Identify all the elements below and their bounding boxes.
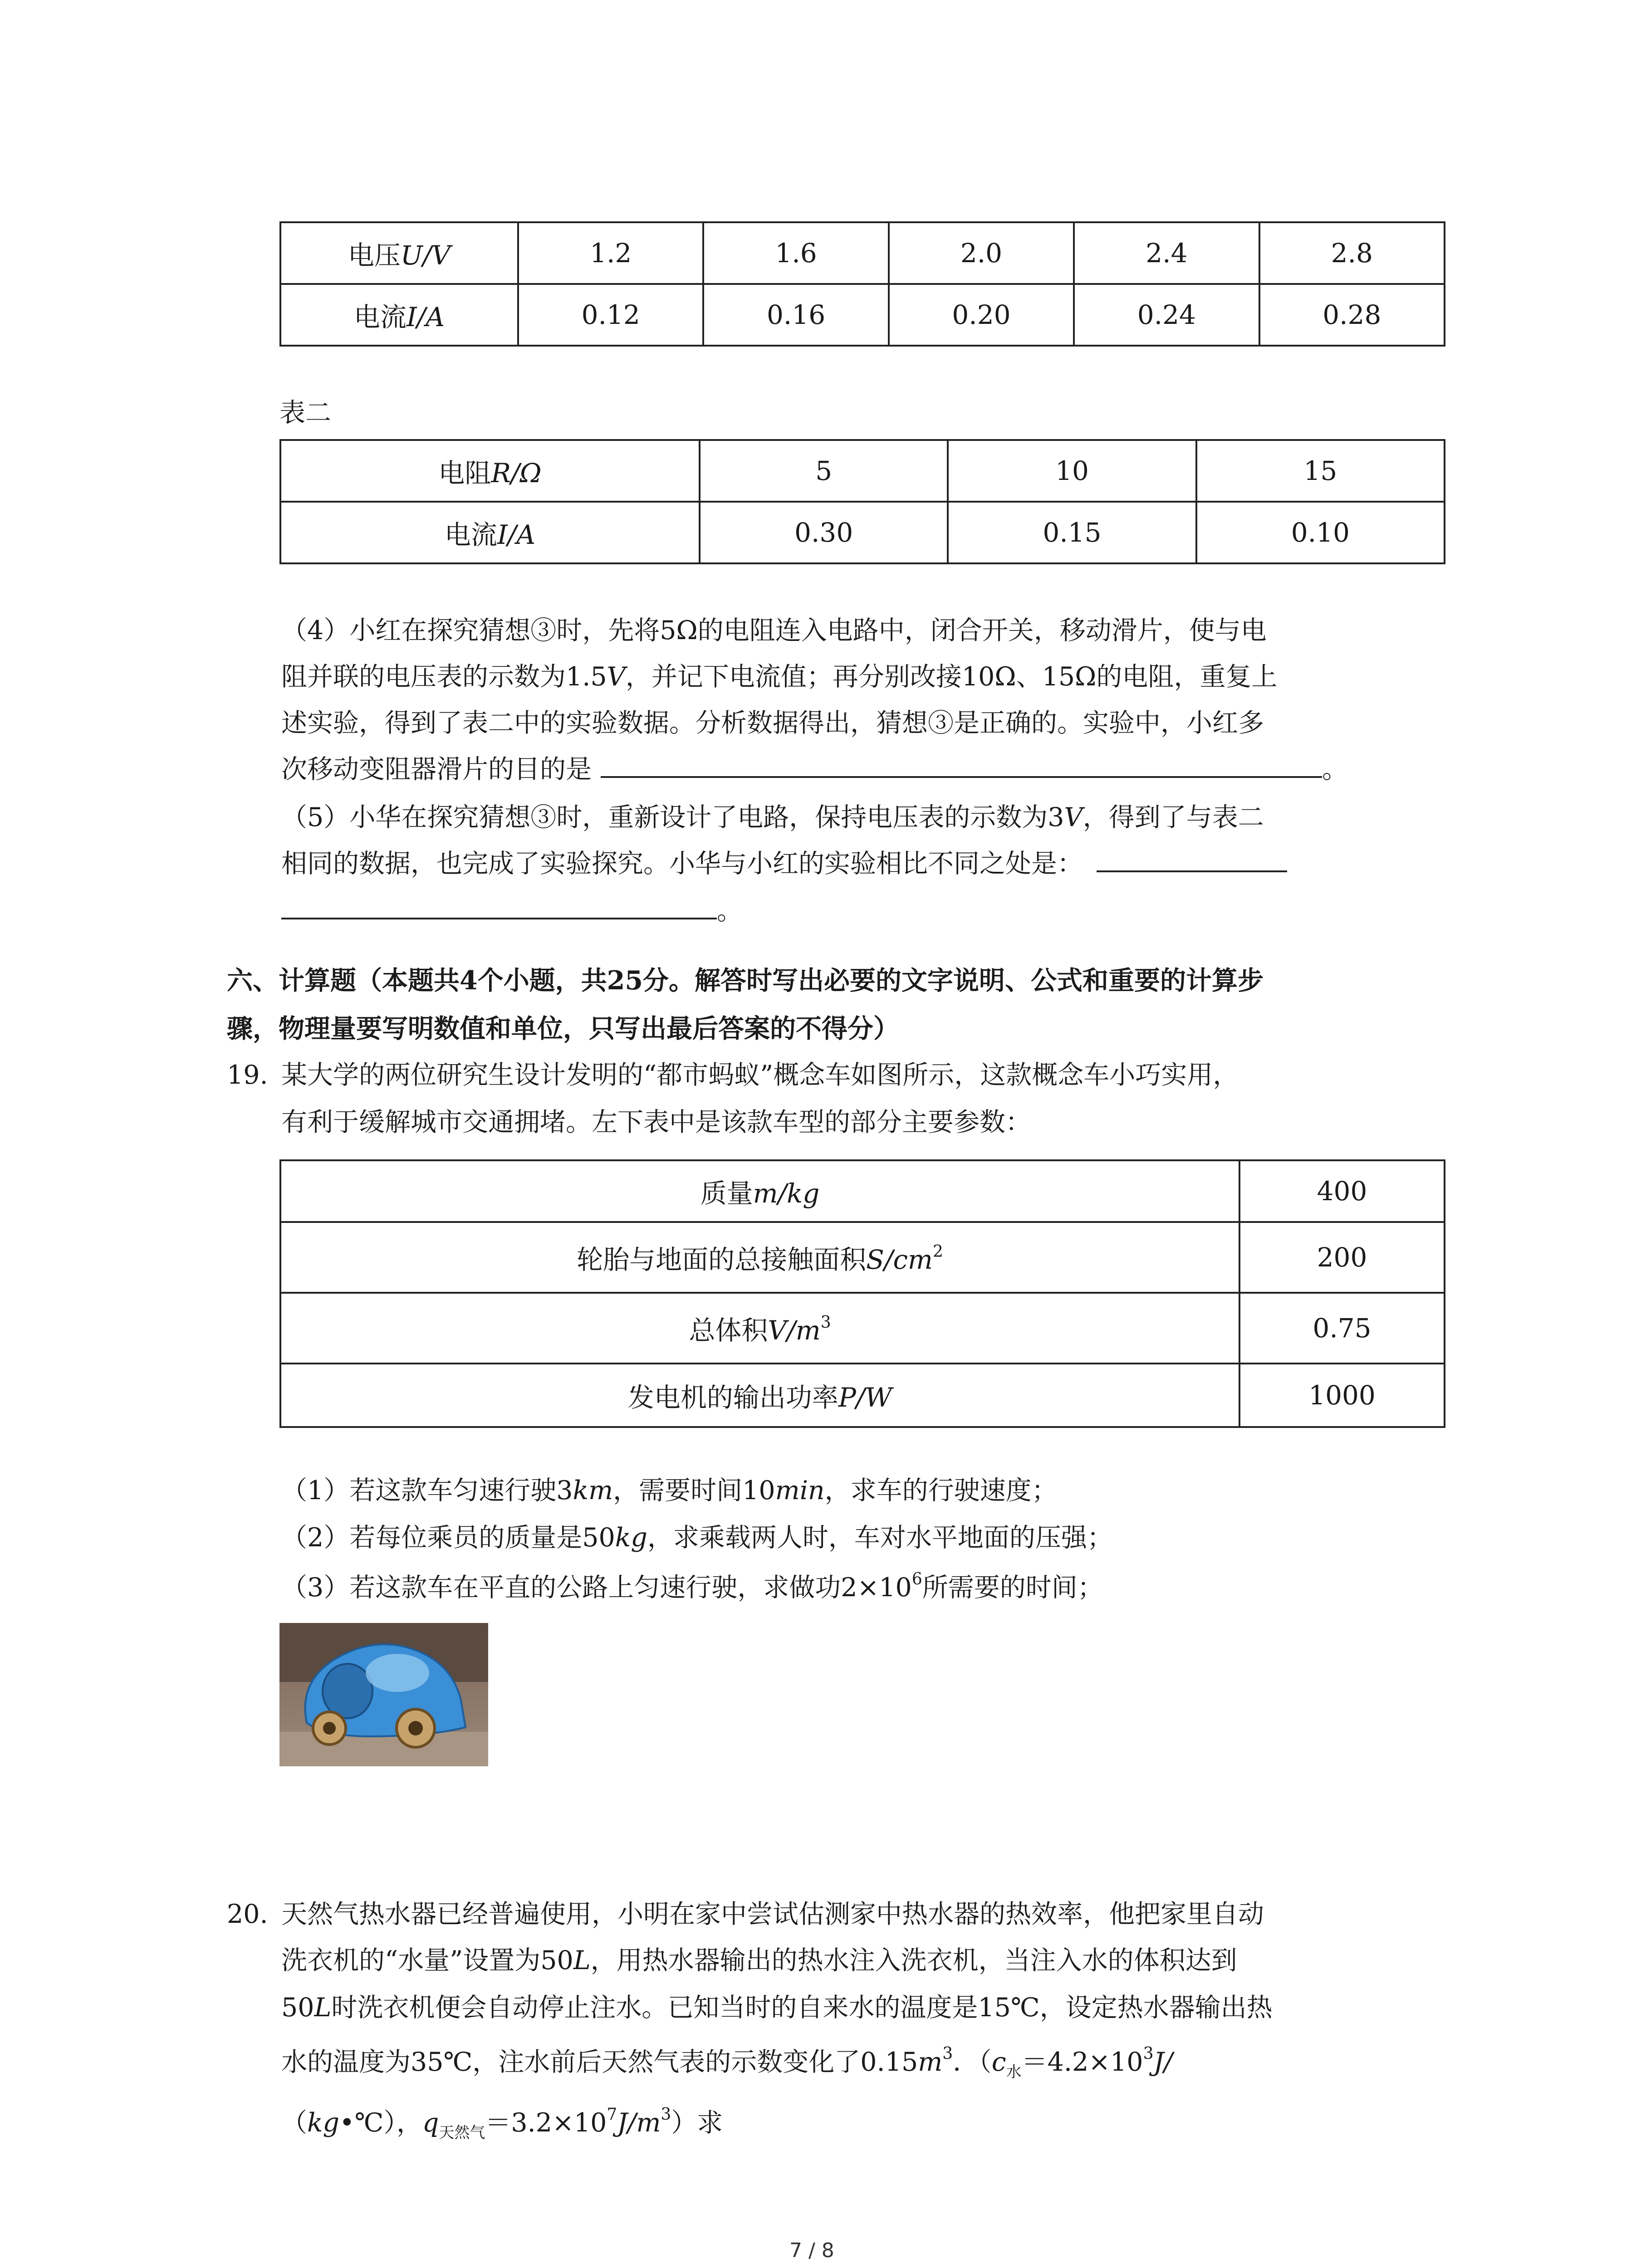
table-row (280, 1293, 1445, 1364)
q4-line-4-text: 次移动变阻器滑片的目的是 (281, 754, 592, 784)
q19-sub-3-text-a: （3）若这款车在平直的公路上匀速行驶，求做功2×10 (281, 1573, 912, 1603)
table-row (280, 1364, 1445, 1427)
param-label (280, 1364, 1239, 1427)
q20-line-5-text-a: （ (281, 2108, 307, 2138)
q20-line-5-text-c: ＝3.2×10 (485, 2108, 607, 2138)
q20-line-5-text-b: •℃）， (339, 2108, 422, 2138)
label-text: 电阻 (438, 458, 491, 489)
q20-line-2-text-a: 洗衣机的“水量”设置为50 (281, 1945, 573, 1975)
table-row-label (280, 440, 700, 502)
q19-sub-2-unit-kg: kg (615, 1523, 647, 1553)
q19-sub-2-text-b: ，求乘载两人时，车对水平地面的压强； (647, 1523, 1113, 1553)
table-row (280, 1222, 1445, 1293)
answer-blank[interactable] (1097, 870, 1287, 872)
q20-line-4-exponent: 3 (942, 2044, 953, 2063)
q20-line-4 (281, 2039, 1173, 2085)
q19-sub-1-unit-min: min (775, 1476, 825, 1505)
q20-line-5-text-d: ）求 (671, 2108, 723, 2138)
table-cell: 0.28 (1259, 284, 1445, 346)
q20-line-5 (281, 2100, 723, 2146)
table-row (280, 222, 1445, 284)
q19-sub-3 (281, 1565, 1103, 1610)
table-cell: 2.0 (889, 222, 1074, 284)
q5-line-2-text: 相同的数据，也完成了实验探究。小华与小红的实验相比不同之处是： (281, 849, 1083, 879)
answer-blank[interactable] (281, 917, 717, 919)
table-cell: 0.16 (703, 284, 888, 346)
q20-line-4-text-b: ．（ (953, 2047, 992, 2077)
q20-line-5-symbol-q: q (422, 2108, 439, 2138)
table-cell: 2.4 (1074, 222, 1259, 284)
q20-line-4-unit-m: m (918, 2047, 943, 2077)
q20-line-5-unit-kg: kg (307, 2108, 340, 2138)
q5-line-3 (281, 888, 743, 934)
param-symbol: P/W (838, 1382, 892, 1413)
q4-line-4-end: 。 (1322, 754, 1348, 784)
q20-line-3-text-b: 时洗衣机便会自动停止注水。已知当时的自来水的温度是15℃，设定热水器输出热 (331, 1993, 1273, 2023)
q4-line-4 (281, 747, 1348, 792)
label-symbol: R/Ω (491, 458, 542, 489)
table-cell: 0.24 (1074, 284, 1259, 346)
param-symbol: V/m (768, 1315, 821, 1346)
q4-line-1: （4）小红在探究猜想③时，先将5Ω的电阻连入电路中，闭合开关，移动滑片，使与电 (281, 616, 1267, 645)
q19-sub-1-text-b: ，需要时间10 (613, 1476, 775, 1505)
q20-line-2-text-b: ，用热水器输出的热水注入洗衣机，当注入水的体积达到 (590, 1945, 1237, 1975)
label-symbol: I/A (497, 519, 536, 550)
q20-line-4-subscript: 水 (1006, 2063, 1022, 2081)
q5-line-2 (281, 841, 1287, 886)
table-cell: 0.30 (700, 502, 948, 563)
table-cell: 2.8 (1259, 222, 1445, 284)
param-symbol: S/cm (866, 1244, 933, 1275)
label-text: 电压 (348, 240, 401, 271)
param-name: 总体积 (689, 1315, 768, 1346)
table-cell: 0.10 (1196, 502, 1445, 563)
q20-line-2 (281, 1938, 1237, 1983)
table-cell: 15 (1196, 440, 1445, 502)
car-illustration (279, 1623, 488, 1766)
param-name: 质量 (700, 1178, 753, 1209)
table-cell: 1.2 (518, 222, 703, 284)
table-cell: 1.6 (703, 222, 888, 284)
q19-line-1: 某大学的两位研究生设计发明的“都市蚂蚁”概念车如图所示，这款概念车小巧实用， (281, 1060, 1239, 1090)
q20-line-3-unit: L (314, 1993, 332, 2023)
q4-line-3: 述实验，得到了表二中的实验数据。分析数据得出，猜想③是正确的。实验中，小红多 (281, 708, 1264, 738)
concept-car-image (279, 1623, 488, 1766)
table-cell: 10 (948, 440, 1196, 502)
q19-sub-2 (281, 1515, 1113, 1560)
table-row-label (280, 222, 518, 284)
data-table-1 (279, 221, 1445, 347)
q5-line-1 (281, 795, 1264, 840)
q20-line-5-unit-j: J/m (617, 2108, 661, 2138)
q19-sub-1-text-a: （1）若这款车匀速行驶3 (281, 1476, 573, 1505)
q20-line-2-unit: L (573, 1945, 591, 1975)
q20-line-4-unit-j: J/ (1153, 2047, 1173, 2077)
q19-number: 19. (227, 1060, 268, 1090)
q20-number: 20. (227, 1899, 268, 1929)
q20-line-1: 天然气热水器已经普遍使用，小明在家中尝试估测家中热水器的热效率，他把家里自动 (281, 1899, 1264, 1929)
q20-line-4-exponent-2: 3 (1143, 2044, 1154, 2063)
param-symbol: m/kg (753, 1178, 820, 1209)
table-2-caption: 表二 (279, 398, 331, 428)
q4-line-2-text-a: 阻并联的电压表的示数为1.5 (281, 662, 607, 692)
data-table-2 (279, 439, 1445, 564)
q19-sub-2-text-a: （2）若每位乘员的质量是50 (281, 1523, 615, 1553)
param-label (280, 1222, 1239, 1293)
q20-line-3-text-a: 50 (281, 1993, 314, 2023)
param-value: 400 (1239, 1160, 1445, 1222)
q20-line-5-subscript: 天然气 (439, 2124, 485, 2142)
param-label (280, 1293, 1239, 1364)
q19-sub-3-text-b: 所需要的时间； (922, 1573, 1103, 1603)
table-cell: 0.15 (948, 502, 1196, 563)
label-symbol: I/A (406, 302, 445, 332)
label-text: 电流 (353, 302, 407, 332)
section-6-heading-line-1: 六、计算题（本题共4个小题，共25分。解答时写出必要的文字说明、公式和重要的计算步 (227, 965, 1264, 996)
q20-line-4-symbol-c: c (991, 2047, 1006, 2077)
param-exponent: 2 (932, 1242, 943, 1261)
q5-line-1-text-a: （5）小华在探究猜想③时，重新设计了电路，保持电压表的示数为3 (281, 802, 1064, 832)
param-value: 1000 (1239, 1364, 1445, 1427)
label-symbol: U/V (400, 240, 451, 271)
table-row (280, 1160, 1445, 1222)
q20-line-4-text-a: 水的温度为35℃，注水前后天然气表的示数变化了0.15 (281, 2047, 918, 2077)
q20-line-4-text-d: ＝4.2×10 (1021, 2047, 1143, 2077)
q4-line-2 (281, 654, 1277, 699)
table-cell: 5 (700, 440, 948, 502)
q5-line-1-text-b: ，得到了与表二 (1083, 802, 1264, 832)
param-value: 200 (1239, 1222, 1445, 1293)
q5-line-1-unit: V (1064, 802, 1083, 832)
section-6-heading-line-2: 骤，物理量要写明数值和单位，只写出最后答案的不得分） (227, 1013, 899, 1044)
q19-sub-1-unit-km: km (573, 1476, 613, 1505)
param-name: 发电机的输出功率 (627, 1382, 838, 1413)
param-name: 轮胎与地面的总接触面积 (577, 1244, 867, 1275)
q19-sub-1-text-c: ，求车的行驶速度； (824, 1476, 1058, 1505)
q19-sub-1 (281, 1468, 1058, 1513)
table-row (280, 440, 1445, 502)
table-row-label (280, 502, 700, 563)
q5-line-3-end: 。 (717, 896, 743, 926)
q4-line-2-text-b: ，并记下电流值；再分别改接10Ω、15Ω的电阻，重复上 (625, 662, 1278, 692)
q4-line-2-unit: V (607, 662, 626, 692)
table-row-label (280, 284, 518, 346)
table-row (280, 502, 1445, 563)
table-cell: 0.12 (518, 284, 703, 346)
answer-blank[interactable] (601, 776, 1322, 778)
q19-line-2: 有利于缓解城市交通拥堵。左下表中是该款车型的部分主要参数： (281, 1107, 1031, 1137)
param-label (280, 1160, 1239, 1222)
q20-line-3 (281, 1985, 1273, 2030)
q20-line-5-exponent: 7 (607, 2105, 617, 2124)
page-number: 7 / 8 (789, 2239, 834, 2262)
param-exponent: 3 (820, 1313, 831, 1332)
table-cell: 0.20 (889, 284, 1074, 346)
param-value: 0.75 (1239, 1293, 1445, 1364)
q19-sub-3-exponent: 6 (911, 1570, 922, 1589)
q19-parameter-table (279, 1159, 1445, 1428)
table-row (280, 284, 1445, 346)
label-text: 电流 (444, 519, 497, 550)
q20-line-5-exponent-2: 3 (661, 2105, 671, 2124)
